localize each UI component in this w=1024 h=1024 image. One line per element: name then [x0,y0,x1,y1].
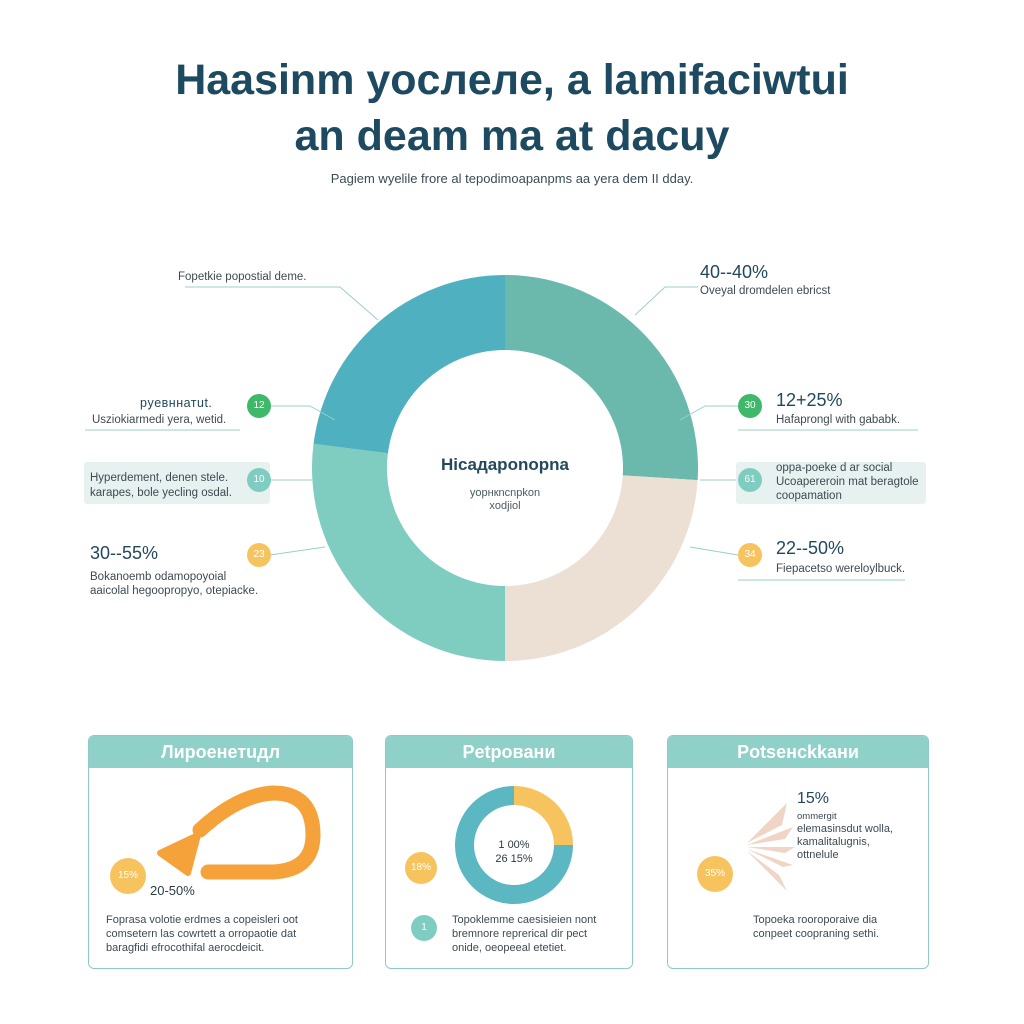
connector-top-left [185,287,378,320]
panel-2-title: Petpoвaни [386,736,632,768]
panel-2-line-1: Topoklemme caesisieien nont [452,914,597,926]
panel-3-title: Potseнckkaни [668,736,928,768]
donut-center-subtitle [405,487,605,513]
fan-icon [747,803,795,891]
callout-top-right-pct: 40--40% [700,262,769,282]
callout-right-1-text: Hafaprongl with gababk. [776,414,901,426]
callout-left-2-line-2: karapes, bole yecling osdal. [90,487,232,499]
callout-left-3-pct: 30--55% [90,543,159,563]
donut-center-sub-1: yopнкncnpkon [469,487,541,499]
callout-right-2-line-3: coopamation [776,490,842,502]
callout-right-2-text [776,461,919,503]
title-line-2: an deam ma at dacuy [294,112,730,160]
panel-2-line-3: onide, oeopeeal etetiet. [452,942,567,954]
panel-3-line-3: kamalitalugnis, [797,836,870,848]
callout-right-3-badge: 34 [738,543,762,567]
panel-1-text [106,913,298,955]
panel-2-num-badge: 1 [411,915,437,941]
callout-right-2-badge: 61 [738,468,762,492]
panel-3-line-4: ottnelule [797,849,839,861]
callout-right-1-pct: 12+25% [776,390,843,410]
callout-left-3-text [90,570,258,598]
panel-3-pct: 15% [797,790,830,807]
arrow-head-icon [160,835,198,873]
panel-2-side-badge: 18% [405,852,437,884]
panel-1-line-1: Foprasa volotie erdmes a copeisleri oot [106,914,298,926]
donut-center-sub-2: xodjiol [489,500,521,512]
panel-1-title: Лиpoeнетuдл [89,736,352,768]
panel-2-text [452,913,596,955]
callout-left-3-badge: 23 [247,543,271,567]
connector-left-3 [270,547,325,555]
subtitle: Pagiem wyelile frore al tepodimoapanpms aa yera dem II dday. [330,171,694,186]
callout-right-3-pct: 22--50% [776,538,845,558]
callout-left-3-line-2: aaicolal hegoopropyo, otepiacke. [90,585,259,597]
callout-left-2-line-1: Hyperdement, denen stele. [90,472,229,484]
panel-2-inner-2: 26 15% [495,853,533,865]
panel-2-ring-center [464,838,564,866]
callout-left-2-text [90,471,232,501]
callout-left-2-badge: 10 [247,468,271,492]
callout-left-1-text: Usziokiarmedi yera, wetid. [92,414,227,426]
panel-3-list [797,810,893,862]
panel-1-badge: 15% [110,858,146,894]
panel-2-inner-1: 1 00% [498,839,530,851]
callout-top-left-label: Fopetkie popostial deme. [178,271,307,283]
panel-3-badge: 35% [697,856,733,892]
callout-left-3-line-1: Bokanoemb odamopoyoial [90,571,227,583]
title-line-1: Haasinm yocлeлe, a lamifaciwtui [175,56,849,104]
callout-top-right-label: Oveyal dromdelen ebricst [700,285,831,297]
panel-1-pct: 20-50% [150,883,195,898]
panel-2-line-2: bremnore reprerical dir pect [452,928,588,940]
callout-right-2-line-1: oppa-poeke d ar social [776,462,893,474]
donut-center-title: Hicaдaponopna [441,455,569,474]
panel-3-line-2: elemasinsdut wolla, [797,823,893,835]
panel-3-text-2: conpeet coopraning sethi. [753,928,879,940]
callout-right-2-line-2: Ucoapereroin mat beragtole [776,476,919,488]
panel-3-text-1: Topoeka rooroporaive dia [753,914,878,926]
connector-top-right [635,287,698,315]
panel-3-text [753,913,879,941]
panel-1-line-2: comsetern las cowrtett a orropaotie dat [106,928,297,940]
callout-left-1-badge: 12 [247,394,271,418]
panel-3-line-1: ommergit [797,811,837,822]
callout-left-1-heading: pyeвннатut. [140,396,213,410]
callout-right-1-badge: 30 [738,394,762,418]
connector-right-3 [690,547,738,555]
panel-1-line-3: baragfidi efrocothifal aerocdeicit. [106,942,265,954]
curved-arrow-body [200,793,313,872]
callout-right-3-text: Fiepacetso wereloylbuck. [776,563,906,575]
